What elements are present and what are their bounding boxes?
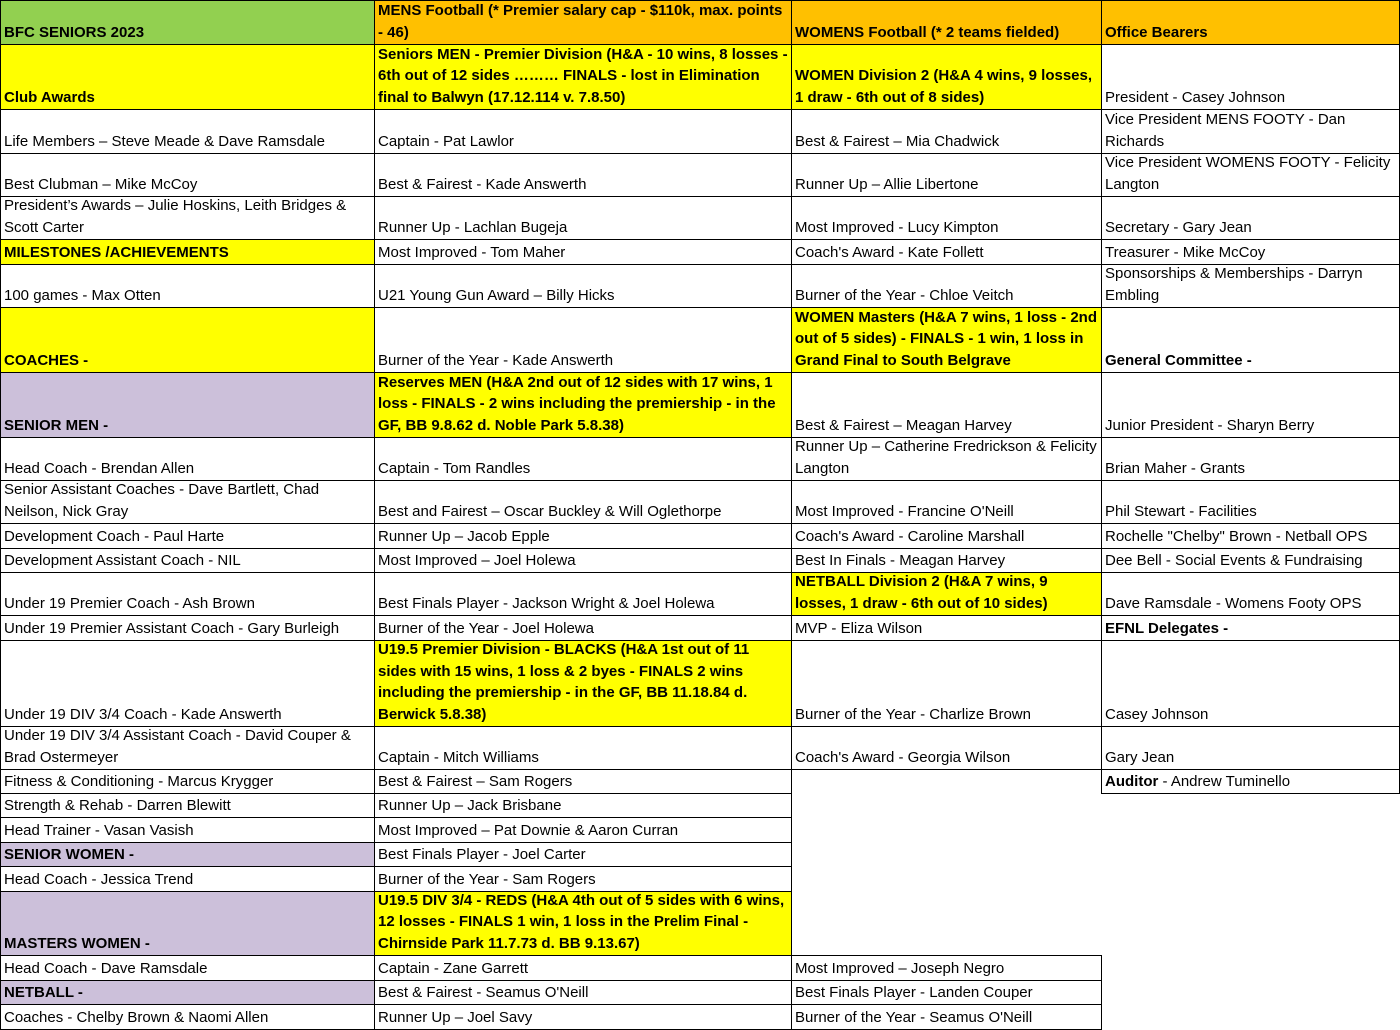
- cell-treasurer[interactable]: Treasurer - Mike McCoy: [1101, 239, 1400, 265]
- cell-facilities[interactable]: Phil Stewart - Facilities: [1101, 480, 1400, 524]
- cell-sponsorships[interactable]: Sponsorships & Memberships - Darryn Embling: [1101, 264, 1400, 308]
- section-reserves-men[interactable]: Reserves MEN (H&A 2nd out of 12 sides with 17 wins, 1 loss - FINALS - 2 wins including the premiership - in the GF, BB 9.8.62 d. Noble Park 5.8.38): [374, 372, 792, 438]
- cell-blacks-runner-up[interactable]: Runner Up – Jack Brisbane: [374, 793, 792, 818]
- cell-men-captain[interactable]: Captain - Pat Lawlor: [374, 109, 792, 154]
- cell-men-best-fairest[interactable]: Best & Fairest - Kade Answerth: [374, 153, 792, 197]
- header-office-text: Office Bearers: [1105, 23, 1208, 41]
- cell-reserves-burner[interactable]: Burner of the Year - Joel Holewa: [374, 615, 792, 641]
- cell-reserves-captain[interactable]: Captain - Tom Randles: [374, 437, 792, 481]
- cell-blacks-best-finals[interactable]: Best Finals Player - Joel Carter: [374, 842, 792, 867]
- cell-development-assistant-coach[interactable]: Development Assistant Coach - NIL: [0, 548, 375, 573]
- cell-women-best-fairest[interactable]: Best & Fairest – Mia Chadwick: [791, 109, 1102, 154]
- cell-u19-div34-assistant[interactable]: Under 19 DIV 3/4 Assistant Coach - David Couper & Brad Ostermeyer: [0, 726, 375, 770]
- cell-masters-best-in-finals[interactable]: Best In Finals - Meagan Harvey: [791, 548, 1102, 573]
- cell-women-most-improved[interactable]: Most Improved - Lucy Kimpton: [791, 196, 1102, 240]
- cell-u19-div34-coach[interactable]: Under 19 DIV 3/4 Coach - Kade Answerth: [0, 640, 375, 727]
- cell-head-coach-masters[interactable]: Head Coach - Dave Ramsdale: [0, 955, 375, 981]
- section-women-division2[interactable]: WOMEN Division 2 (H&A 4 wins, 9 losses, 1 draw - 6th out of 8 sides): [791, 44, 1102, 110]
- cell-women-runner-up[interactable]: Runner Up – Allie Libertone: [791, 153, 1102, 197]
- cell-auditor[interactable]: [1101, 769, 1400, 794]
- cell-president[interactable]: President - Casey Johnson: [1101, 44, 1400, 110]
- cell-reds-best-finals[interactable]: Best Finals Player - Landen Couper: [791, 980, 1102, 1005]
- cell-best-clubman[interactable]: Best Clubman – Mike McCoy: [0, 153, 375, 197]
- cell-masters-best-fairest[interactable]: Best & Fairest – Meagan Harvey: [791, 372, 1102, 438]
- section-netball-division2[interactable]: NETBALL Division 2 (H&A 7 wins, 9 losses, 1 draw - 6th out of 10 sides): [791, 572, 1102, 616]
- header-office-bearers[interactable]: [1101, 0, 1400, 45]
- cell-head-coach-men[interactable]: Head Coach - Brendan Allen: [0, 437, 375, 481]
- cell-reds-burner[interactable]: Burner of the Year - Seamus O'Neill: [791, 1004, 1102, 1030]
- cell-netball-coaches-award[interactable]: Coach's Award - Georgia Wilson: [791, 726, 1102, 770]
- cell-blacks-burner[interactable]: Burner of the Year - Sam Rogers: [374, 866, 792, 892]
- cell-presidents-awards[interactable]: President’s Awards – Julie Hoskins, Leith Bridges & Scott Carter: [0, 196, 375, 240]
- section-efnl-delegates[interactable]: EFNL Delegates -: [1101, 615, 1400, 641]
- cell-development-coach[interactable]: Development Coach - Paul Harte: [0, 523, 375, 549]
- header-womens-text: WOMENS Football (* 2 teams fielded): [795, 23, 1060, 41]
- section-coaches[interactable]: COACHES -: [0, 307, 375, 373]
- section-netball[interactable]: NETBALL -: [0, 980, 375, 1005]
- section-masters-women[interactable]: MASTERS WOMEN -: [0, 891, 375, 956]
- cell-women-burner[interactable]: Burner of the Year - Chloe Veitch: [791, 264, 1102, 308]
- header-mens-text: MENS Football (* Premier salary cap - $110k, max. points - 46): [378, 2, 783, 41]
- cell-netball-mvp[interactable]: MVP - Eliza Wilson: [791, 615, 1102, 641]
- cell-masters-runner-up[interactable]: Runner Up – Catherine Fredrickson & Felicity Langton: [791, 437, 1102, 481]
- header-seniors[interactable]: [0, 0, 375, 45]
- cell-reds-runner-up[interactable]: Runner Up – Joel Savy: [374, 1004, 792, 1030]
- cell-reserves-best-fairest[interactable]: Best and Fairest – Oscar Buckley & Will Oglethorpe: [374, 480, 792, 524]
- cell-netball-coaches[interactable]: Coaches - Chelby Brown & Naomi Allen: [0, 1004, 375, 1030]
- cell-women-coaches-award[interactable]: Coach's Award - Kate Follett: [791, 239, 1102, 265]
- section-senior-men[interactable]: SENIOR MEN -: [0, 372, 375, 438]
- header-womens-football[interactable]: [791, 0, 1102, 45]
- cell-netball-ops[interactable]: Rochelle "Chelby" Brown - Netball OPS: [1101, 523, 1400, 549]
- cell-reds-captain[interactable]: Captain - Zane Garrett: [374, 955, 792, 981]
- cell-head-coach-women[interactable]: Head Coach - Jessica Trend: [0, 866, 375, 892]
- cell-fitness-conditioning[interactable]: Fitness & Conditioning - Marcus Krygger: [0, 769, 375, 794]
- cell-vp-mens[interactable]: Vice President MENS FOOTY - Dan Richards: [1101, 109, 1400, 154]
- cell-netball-burner[interactable]: Burner of the Year - Charlize Brown: [791, 640, 1102, 727]
- cell-reserves-most-improved[interactable]: Most Improved – Joel Holewa: [374, 548, 792, 573]
- section-seniors-men-premier[interactable]: Seniors MEN - Premier Division (H&A - 10 wins, 8 losses - 6th out of 12 sides ……… FINALS - lost in Elimination final to Balwyn (17.12.114 v. 7.8.50): [374, 44, 792, 110]
- header-mens-football[interactable]: [374, 0, 792, 45]
- cell-reds-most-improved[interactable]: Most Improved – Joseph Negro: [791, 955, 1102, 981]
- auditor-line: [1105, 771, 1290, 793]
- cell-junior-president[interactable]: Junior President - Sharyn Berry: [1101, 372, 1400, 438]
- section-women-masters[interactable]: WOMEN Masters (H&A 7 wins, 1 loss - 2nd out of 5 sides) - FINALS - 1 win, 1 loss in Grand Final to South Belgrave: [791, 307, 1102, 373]
- cell-vp-womens[interactable]: Vice President WOMENS FOOTY - Felicity Langton: [1101, 153, 1400, 197]
- cell-masters-most-improved[interactable]: Most Improved - Francine O'Neill: [791, 480, 1102, 524]
- section-milestones[interactable]: MILESTONES /ACHIEVEMENTS: [0, 239, 375, 265]
- cell-blacks-most-improved[interactable]: Most Improved – Pat Downie & Aaron Curran: [374, 817, 792, 843]
- section-u195-div34-reds[interactable]: U19.5 DIV 3/4 - REDS (H&A 4th out of 5 sides with 6 wins, 12 losses - FINALS 1 win, 1 loss in the Prelim Final - Chirnside Park 11.7.73 d. BB 9.13.67): [374, 891, 792, 956]
- cell-secretary[interactable]: Secretary - Gary Jean: [1101, 196, 1400, 240]
- cell-head-trainer[interactable]: Head Trainer - Vasan Vasish: [0, 817, 375, 843]
- cell-u21-young-gun[interactable]: U21 Young Gun Award – Billy Hicks: [374, 264, 792, 308]
- section-senior-women[interactable]: SENIOR WOMEN -: [0, 842, 375, 867]
- header-seniors-text: BFC SENIORS 2023: [4, 23, 145, 41]
- cell-womens-footy-ops[interactable]: Dave Ramsdale - Womens Footy OPS: [1101, 572, 1400, 616]
- cell-men-burner[interactable]: Burner of the Year - Kade Answerth: [374, 307, 792, 373]
- cell-reds-best-fairest[interactable]: Best & Fairest - Seamus O'Neill: [374, 980, 792, 1005]
- cell-strength-rehab[interactable]: Strength & Rehab - Darren Blewitt: [0, 793, 375, 818]
- cell-100-games[interactable]: 100 games - Max Otten: [0, 264, 375, 308]
- cell-grants[interactable]: Brian Maher - Grants: [1101, 437, 1400, 481]
- section-club-awards[interactable]: Club Awards: [0, 44, 375, 110]
- cell-social-events[interactable]: Dee Bell - Social Events & Fundraising: [1101, 548, 1400, 573]
- cell-reserves-runner-up[interactable]: Runner Up – Jacob Epple: [374, 523, 792, 549]
- cell-delegate-gary[interactable]: Gary Jean: [1101, 726, 1400, 770]
- cell-reserves-best-finals[interactable]: Best Finals Player - Jackson Wright & Joel Holewa: [374, 572, 792, 616]
- cell-blacks-captain[interactable]: Captain - Mitch Williams: [374, 726, 792, 770]
- section-general-committee[interactable]: General Committee -: [1101, 307, 1400, 373]
- cell-u19-premier-coach[interactable]: Under 19 Premier Coach - Ash Brown: [0, 572, 375, 616]
- cell-blacks-best-fairest[interactable]: Best & Fairest – Sam Rogers: [374, 769, 792, 794]
- cell-delegate-casey[interactable]: Casey Johnson: [1101, 640, 1400, 727]
- auditor-label: Auditor: [1105, 772, 1159, 790]
- cell-masters-coaches-award[interactable]: Coach's Award - Caroline Marshall: [791, 523, 1102, 549]
- cell-life-members[interactable]: Life Members – Steve Meade & Dave Ramsdale: [0, 109, 375, 154]
- cell-men-runner-up[interactable]: Runner Up - Lachlan Bugeja: [374, 196, 792, 240]
- cell-senior-assistant-coaches[interactable]: Senior Assistant Coaches - Dave Bartlett, Chad Neilson, Nick Gray: [0, 480, 375, 524]
- cell-men-most-improved[interactable]: Most Improved - Tom Maher: [374, 239, 792, 265]
- cell-u19-premier-assistant[interactable]: Under 19 Premier Assistant Coach - Gary Burleigh: [0, 615, 375, 641]
- auditor-name: - Andrew Tuminello: [1158, 772, 1291, 790]
- section-u195-premier-blacks[interactable]: U19.5 Premier Division - BLACKS (H&A 1st out of 11 sides with 15 wins, 1 loss & 2 byes - FINALS 2 wins including the premiership - in the GF, BB 11.18.84 d. Berwick 5.8.38): [374, 640, 792, 727]
